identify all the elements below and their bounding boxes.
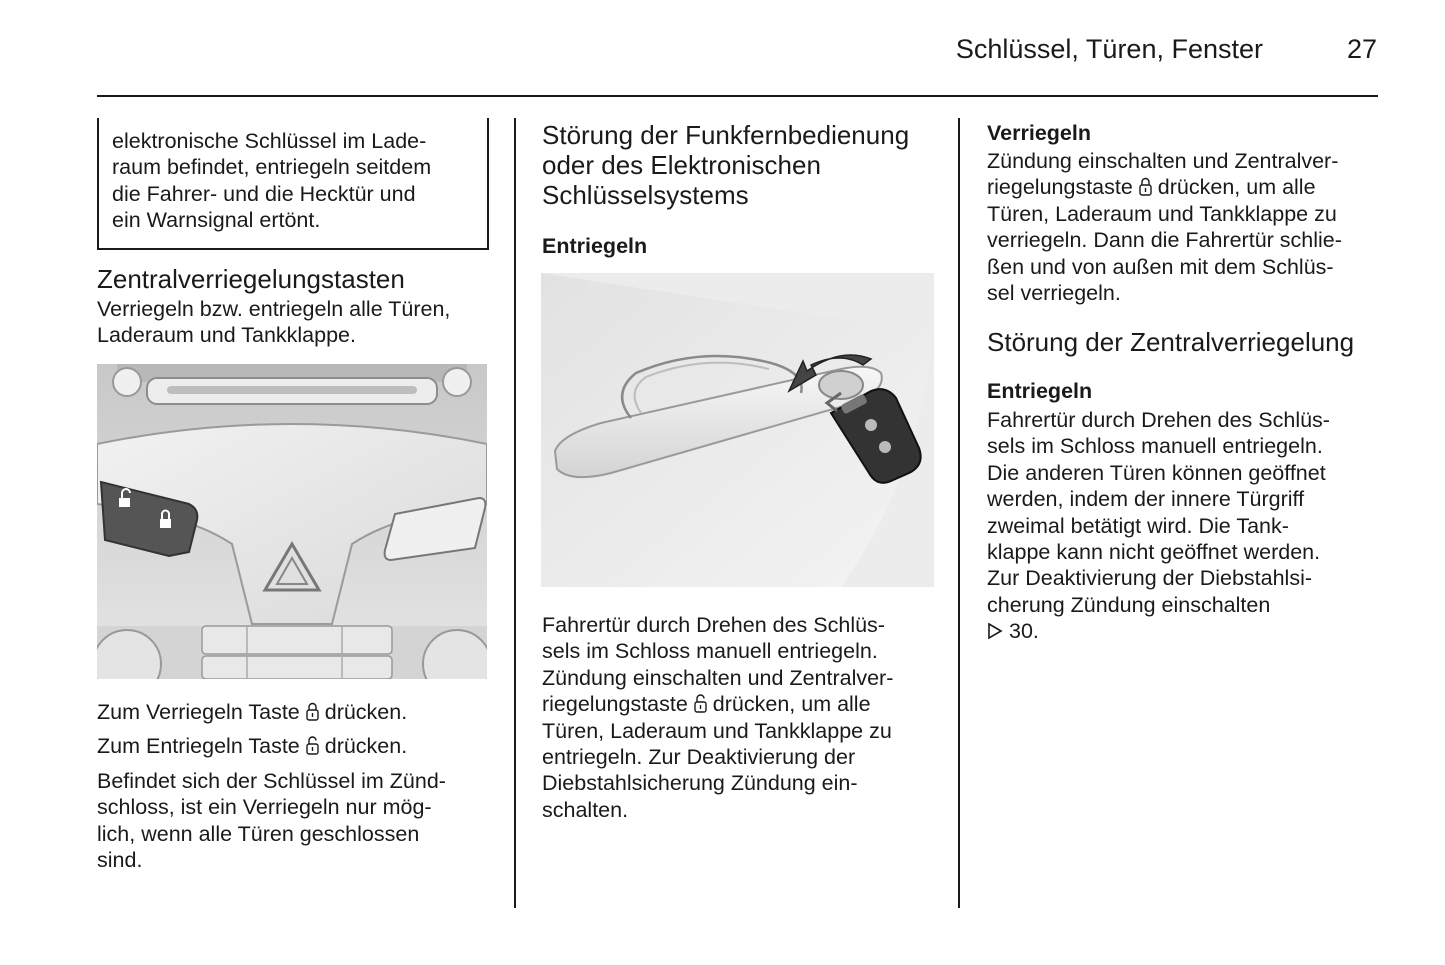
central-locking-failure-body: Fahrertür durch Drehen des Schlüs- sels im Schloss manuell entriegeln. Die anderen Türen können geöffnet werden, indem der innere Türgriff zweimal betätigt wird. Die Tank- klappe kann nicht geöffnet werden. Zur Deaktivierung der Diebstahlsi- cherung Zündung einschalten 30. [987,408,1330,644]
header-divider [97,95,1378,97]
heading-remote-failure: Störung der Funkfernbedienung oder des Elektronischen Schlüsselsystems [542,120,910,210]
subheading-unlock: Entriegeln [542,234,648,258]
subheading-unlock-2: Entriegeln [987,379,1093,403]
central-locking-intro: Verriegeln bzw. entriegeln alle Türen, Laderaum und Tankklappe. [97,297,451,348]
lock-closed-icon [1139,177,1152,196]
lock-closed-icon [306,702,319,721]
heading-central-locking-buttons: Zentralverriegelungstasten [97,264,405,294]
column-divider-left [514,118,516,908]
unlock-instruction: Zum Entriegeln Taste drücken. [97,734,408,758]
section-title: Schlüssel, Türen, Fenster [955,34,1263,64]
subheading-lock: Verriegeln [987,121,1091,145]
note-box [97,118,489,250]
page-reference-arrow-icon [987,622,1003,640]
lock-procedure-body: Zündung einschalten und Zentralver- riegelungstaste drücken, um alle Türen, Laderaum und Tankklappe zu verriegeln. Dann die Fahrertür schlie- ßen und von außen mit dem Schlüs- sel verriegeln. [987,149,1342,306]
remote-failure-body: Fahrertür durch Drehen des Schlüs- sels im Schloss manuell entriegeln. Zündung einschalten und Zentralver- riegelungstaste drücken, um alle Türen, Laderaum und Tankklappe zu entriegeln. Zur Deaktivierung der Diebstahlsicherung Zündung ein- schalten. [542,613,894,822]
note-text: elektronische Schlüssel im Lade- raum befindet, entriegeln seitdem die Fahrer- und die Hecktür und ein Warnsignal ertönt. [112,129,432,233]
ignition-note: Befindet sich der Schlüssel im Zünd- schloss, ist ein Verriegeln nur mög- lich, wenn alle Türen geschlossen sind. [97,769,446,873]
heading-central-locking-failure: Störung der Zentralverriegelung [987,327,1355,357]
door-handle-key-illustration [541,273,934,587]
lock-open-icon [306,736,319,755]
lock-instruction: Zum Verriegeln Taste drücken. [97,700,408,724]
center-console-illustration [97,364,487,679]
lock-open-icon [694,694,707,713]
page-number: 27 [1346,34,1377,64]
column-divider-right [958,118,960,908]
page-reference-link[interactable]: 30. [1008,619,1039,644]
